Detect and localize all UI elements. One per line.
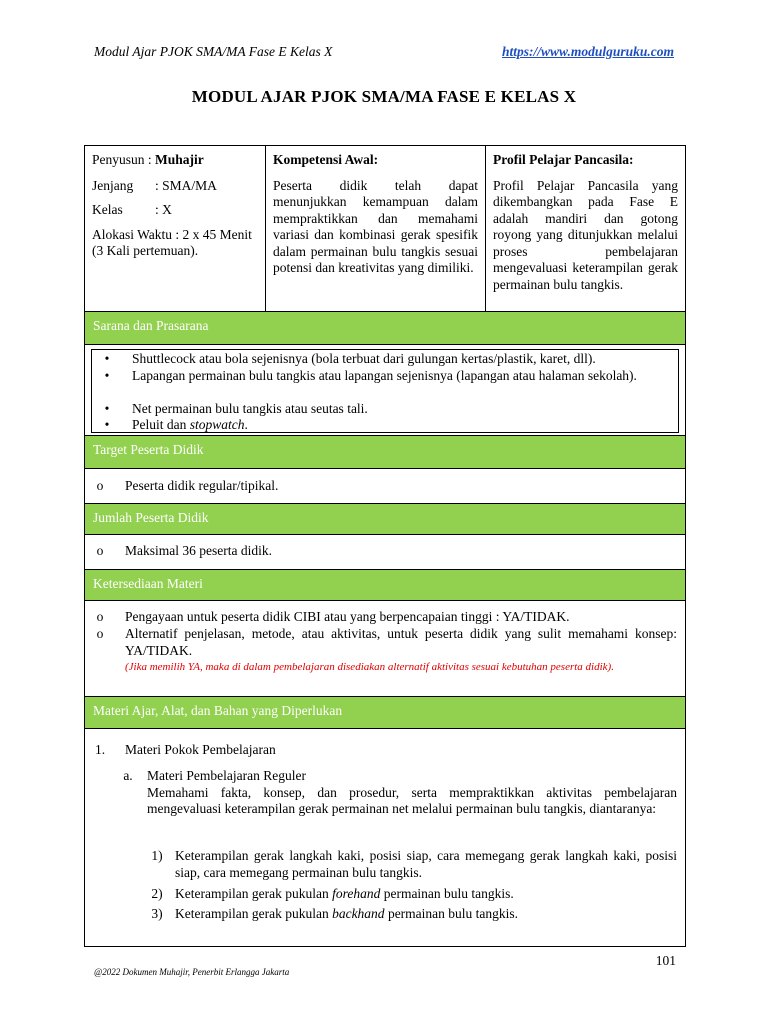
materi-list-item: [147, 848, 677, 881]
materi-list-item: [147, 906, 677, 923]
page-number: 101: [655, 953, 676, 968]
circle-bullet-icon: o: [96, 626, 104, 641]
sarana-item: [98, 351, 672, 368]
bullet-icon: •: [104, 401, 110, 416]
materi-sub-a-text: Memahami fakta, konsep, dan prosedur, serta mempraktikkan aktivitas pembelajaran mengevaluasi keterampilan gerak permainan net melalui permainan bulu tangkis, diantaranya:: [147, 784, 677, 816]
section-sarana-heading: Sarana dan Prasarana: [85, 312, 685, 345]
sarana-item-text: Lapangan permainan bulu tangkis atau lapangan sejenisnya (lapangan atau halaman sekolah).: [132, 368, 637, 383]
bullet-icon: •: [104, 351, 110, 366]
materi-list-prefix: Keterampilan gerak pukulan: [175, 906, 333, 921]
ketersediaan-item-text: Pengayaan untuk peserta didik CIBI atau yang berpencapaian tinggi : YA/TIDAK.: [125, 609, 570, 624]
kelas-line: [92, 202, 258, 219]
ketersediaan-note: (Jika memilih YA, maka di dalam pembelajaran disediakan alternatif aktivitas sesuai kebutuhan peserta didik).: [125, 661, 614, 673]
sarana-item: [98, 368, 672, 385]
target-item-text: Peserta didik regular/tipikal.: [125, 478, 279, 493]
materi-content: [85, 729, 685, 946]
jenjang-label: Jenjang: [92, 177, 134, 193]
section-ketersediaan-heading: Ketersediaan Materi: [85, 570, 685, 601]
penyusun-line: [92, 152, 258, 169]
sarana-item: [98, 401, 672, 418]
kelas-label: Kelas: [92, 202, 123, 217]
materi-list-italic: backhand: [332, 906, 385, 921]
jenjang-line: [92, 178, 258, 195]
jumlah-content: [85, 535, 685, 570]
page-title: MODUL AJAR PJOK SMA/MA FASE E KELAS X: [191, 87, 577, 106]
sarana-item-text: [132, 417, 672, 434]
list-number: 1.: [94, 742, 106, 757]
module-table: [84, 145, 686, 947]
target-item: [91, 478, 677, 495]
materi-list-prefix: Keterampilan gerak pukulan: [175, 886, 333, 901]
sarana-item-text: Net permainan bulu tangkis atau seutas tali.: [132, 401, 368, 416]
target-content: [85, 469, 685, 504]
sarana-content: [85, 345, 685, 436]
profil-pancasila-cell: [486, 146, 685, 311]
materi-sub-a: [119, 768, 677, 818]
circle-bullet-icon: o: [96, 609, 104, 624]
materi-list-item: [147, 886, 677, 903]
bullet-icon: •: [104, 368, 110, 383]
penyusun-label: Penyusun :: [92, 152, 156, 167]
alokasi-waktu: Alokasi Waktu : 2 x 45 Menit (3 Kali pertemuan).: [92, 226, 252, 258]
materi-list-text: [175, 906, 677, 923]
materi-list-suffix: permainan bulu tangkis.: [384, 906, 519, 921]
sarana-last-suffix: .: [244, 417, 248, 432]
info-row: [85, 146, 685, 312]
footer-copyright: @2022 Dokumen Muhajir, Penerbit Erlangga Jakarta: [94, 967, 290, 977]
jumlah-item: [91, 543, 677, 560]
materi-list-suffix: permainan bulu tangkis.: [380, 886, 514, 901]
materi-list-text: [175, 886, 677, 903]
list-number: 1): [151, 848, 163, 863]
sarana-list-box: [91, 349, 679, 433]
profil-text: Profil Pelajar Pancasila yang dikembangkan pada Fase E adalah mandiri dan gotong royong yang ditunjukkan melalui proses pembelajaran mengevaluasi keterampilan gerak permainan bulu tangkis.: [493, 177, 678, 292]
kompetensi-awal-cell: [266, 146, 486, 311]
header-website-link[interactable]: https://www.modulguruku.com: [501, 44, 674, 59]
section-target-heading: Target Peserta Didik: [85, 436, 685, 469]
penyusun-value: Muhajir: [155, 152, 204, 167]
circle-bullet-icon: o: [96, 478, 104, 493]
info-penyusun-cell: [85, 146, 266, 311]
sarana-item-text: Shuttlecock atau bola sejenisnya (bola terbuat dari gulungan kertas/plastik, karet, dll).: [132, 351, 596, 366]
materi-pokok-title: Materi Pokok Pembelajaran: [125, 742, 276, 757]
ketersediaan-item-text: Alternatif penjelasan, metode, atau aktivitas, untuk peserta didik yang sulit memahami konsep: YA/TIDAK.: [125, 626, 677, 658]
materi-list-prefix: Keterampilan gerak langkah kaki, posisi siap, cara memegang gerak langkah kaki, posisi siap, cara memegang permainan bulu tangkis.: [175, 848, 677, 880]
kelas-value: : X: [155, 202, 172, 217]
ketersediaan-item: [91, 626, 677, 674]
list-number: 2): [151, 886, 163, 901]
materi-sub-a-title: Materi Pembelajaran Reguler: [147, 768, 306, 783]
materi-list-italic: forehand: [332, 886, 381, 901]
list-letter: a.: [123, 768, 133, 783]
ketersediaan-content: [85, 601, 685, 697]
kompetensi-text: Peserta didik telah dapat menunjukkan kemampuan dalam mempraktikkan dan memahami variasi dan kombinasi gerak spesifik dalam permainan bulu tangkis sesuai potensi dan kreativitas yang dimiliki.: [273, 177, 478, 275]
materi-pokok-item: [91, 742, 677, 759]
materi-list-text: [175, 848, 677, 881]
circle-bullet-icon: o: [96, 543, 104, 558]
bullet-icon: •: [104, 417, 110, 432]
section-materi-heading: Materi Ajar, Alat, dan Bahan yang Diperlukan: [85, 697, 685, 729]
sarana-item: [98, 417, 672, 434]
header-module-title: Modul Ajar PJOK SMA/MA Fase E Kelas X: [94, 44, 333, 59]
section-jumlah-heading: Jumlah Peserta Didik: [85, 504, 685, 535]
profil-heading: Profil Pelajar Pancasila:: [493, 152, 634, 167]
jumlah-item-text: Maksimal 36 peserta didik.: [125, 543, 272, 558]
ketersediaan-item: [91, 609, 677, 626]
sarana-last-prefix: Peluit dan: [132, 417, 190, 432]
jenjang-value: : SMA/MA: [155, 177, 217, 193]
kompetensi-heading: Kompetensi Awal:: [273, 152, 379, 167]
sarana-last-italic: stopwatch: [189, 417, 245, 432]
list-number: 3): [151, 906, 163, 921]
